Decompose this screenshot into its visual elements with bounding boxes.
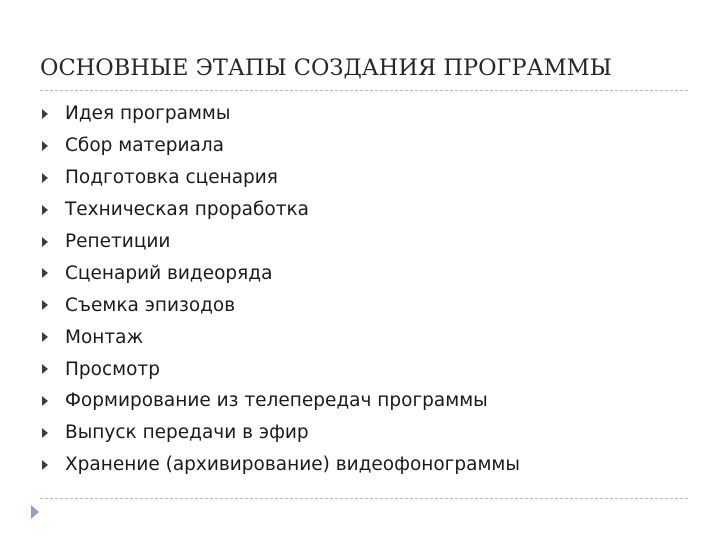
list-item-text: Идея программы (65, 103, 231, 125)
triangle-right-icon (42, 205, 48, 215)
footer-divider (40, 498, 688, 499)
list-item-text: Съемка эпизодов (65, 294, 236, 316)
title-divider (40, 90, 688, 91)
triangle-right-icon (42, 237, 48, 247)
list-item-text: Сбор материала (65, 135, 224, 157)
list-item-text: Выпуск передачи в эфир (65, 422, 309, 444)
stages-list (40, 98, 520, 481)
list-item (40, 289, 520, 321)
triangle-right-icon (42, 300, 48, 310)
triangle-right-icon (42, 460, 48, 470)
list-item-text: Репетиции (65, 231, 171, 252)
list-item (40, 226, 520, 258)
triangle-right-icon (42, 173, 48, 183)
list-item-text: Хранение (архивирование) видеофонограммы (65, 454, 520, 476)
list-item-text: Сценарий видеоряда (65, 262, 273, 284)
list-item (40, 353, 520, 385)
list-item (40, 321, 520, 353)
triangle-right-icon (42, 109, 48, 119)
triangle-right-icon (42, 332, 48, 342)
triangle-right-icon (42, 268, 48, 278)
list-item-text: Техническая проработка (65, 199, 310, 221)
list-item (40, 98, 520, 130)
list-item (40, 194, 520, 226)
triangle-right-icon (42, 364, 48, 374)
list-item (40, 130, 520, 162)
list-item-text: Подготовка сценария (65, 167, 278, 189)
triangle-right-icon (42, 428, 48, 438)
list-item (40, 162, 520, 194)
list-item-text: Формирование из телепередач программы (65, 390, 488, 412)
list-item-text: Монтаж (65, 326, 144, 348)
list-item (40, 385, 520, 417)
list-item (40, 257, 520, 289)
list-item (40, 417, 520, 449)
list-item-text: Просмотр (65, 358, 160, 380)
triangle-right-icon (42, 396, 48, 406)
list-item (40, 449, 520, 481)
slide-title: ОСНОВНЫЕ ЭТАПЫ СОЗДАНИЯ ПРОГРАММЫ (40, 55, 612, 81)
next-slide-arrow-icon[interactable] (31, 505, 39, 519)
triangle-right-icon (42, 141, 48, 151)
